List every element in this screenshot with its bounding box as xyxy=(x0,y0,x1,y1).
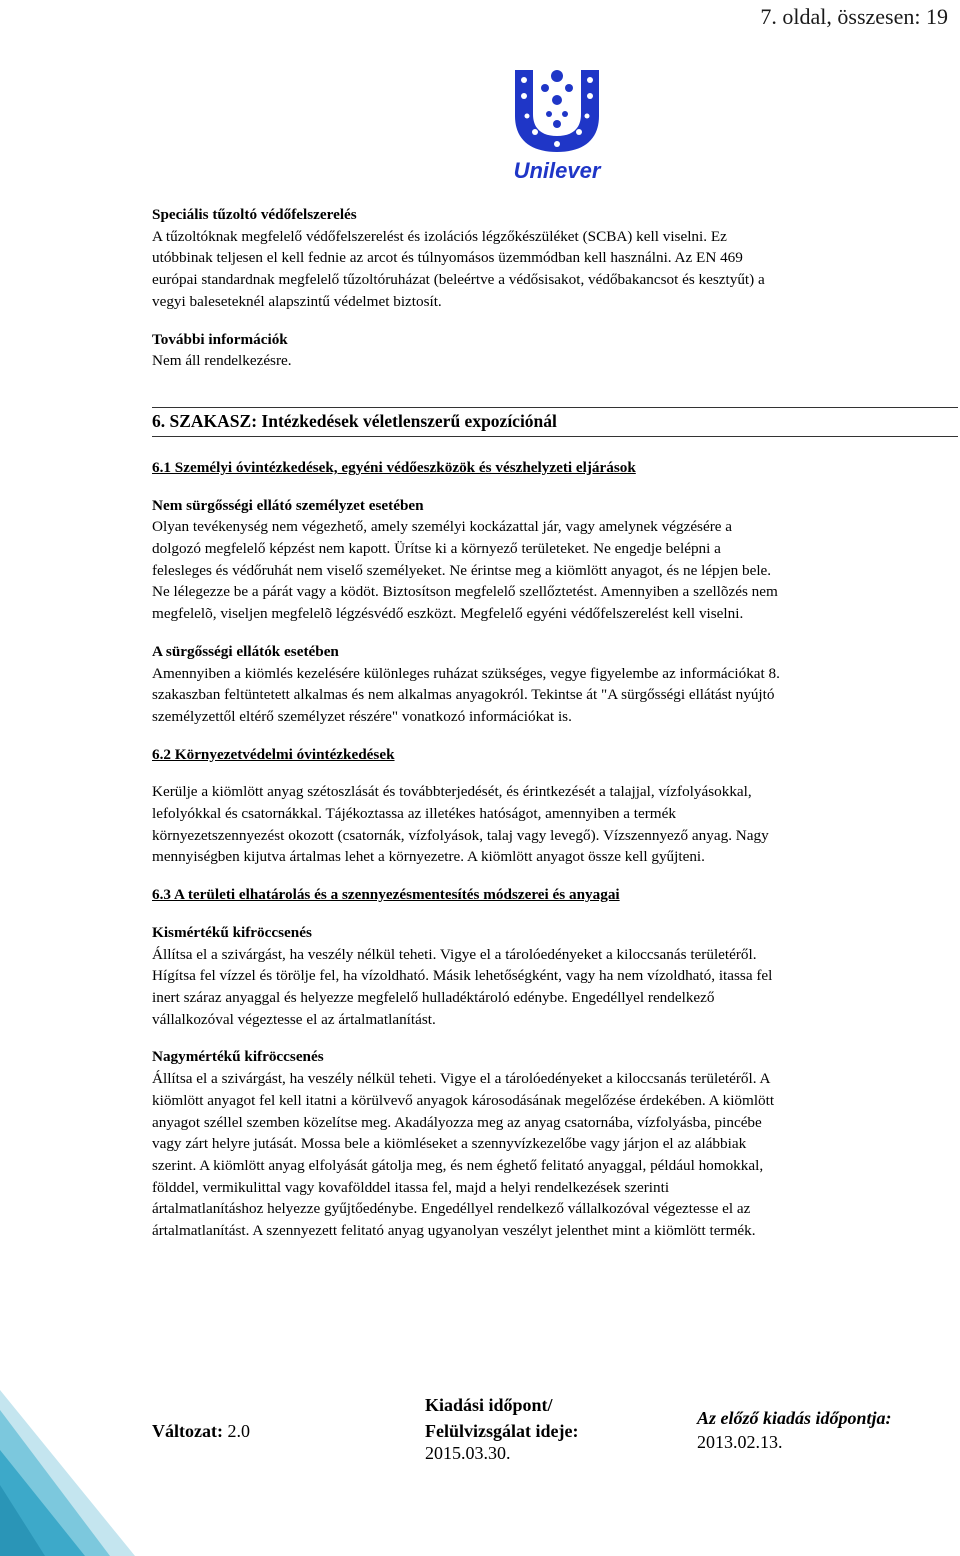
emergency-line: személyzettől eltérő személyzet részére" vonatkozó információkat is. xyxy=(152,707,572,725)
non-emergency-line: Olyan tevékenység nem végezhető, amely személyi kockázattal jár, vagy amelynek végzésére a xyxy=(152,518,733,536)
environment-line: környezetszennyezést okozott (csatornák, vízfolyások, talaj vagy levegő). Vízszennyező anyag. Nagy xyxy=(152,826,769,844)
version xyxy=(152,1421,250,1441)
subsection-6-1-title: 6.1 Személyi óvintézkedések, egyéni védőeszközök és vészhelyzeti eljárások xyxy=(152,458,636,476)
large-spill-line: vagy zárt helyre jutását. Mossa bele a kiömléseket a szennyvízkezelőbe vagy járjon el az alábbiak xyxy=(152,1135,747,1153)
document-body xyxy=(152,204,958,1242)
emergency-line: szakaszban feltüntetett alkalmas és nem alkalmas anyagokról. Tekintse át "A sürgősségi ellátást nyújtó xyxy=(152,686,775,704)
non-emergency-line: Ne lélegezze be a párát vagy a ködöt. Biztosítson megfelelő szellőztetést. Amennyiben a szellõzés nem xyxy=(152,583,778,601)
page-number: 7. oldal, összesen: 19 xyxy=(760,4,948,29)
non-emergency-line: dolgozó megfelelő képzést nem kapott. Ürítse ki a környező területeket. Ne engedje belépni a xyxy=(152,540,721,558)
speciality-title: Speciális tűzoltó védőfelszerelés xyxy=(152,206,357,223)
small-spill-line: Hígítsa fel vízzel és törölje fel, ha vízoldható. Másik lehetőségként, vagy ha nem vízoldható, itassa fel xyxy=(152,967,773,985)
issue-label-1: Kiadási időpont/ xyxy=(425,1395,553,1415)
subsection-6-2-title: 6.2 Környezetvédelmi óvintézkedések xyxy=(152,745,395,763)
environment-line: Kerülje a kiömlött anyag szétoszlását és továbbterjedését, és érintkezését a talajjal, vízfolyásokkal, xyxy=(152,783,752,801)
issue-label-2: Felülvizsgálat ideje: xyxy=(425,1421,579,1441)
small-spill-line: inert száraz anyaggal és helyezze megfelelő hulladéktároló edénybe. Engedéllyel rendelkező xyxy=(152,988,715,1006)
speciality-line: utóbbinak teljesen el kell fednie az arcot és túlnyomásos üzemmódban kell használni. Az EN 469 xyxy=(152,249,743,267)
large-spill-line: Állítsa el a szivárgást, ha veszély nélkül teheti. Vigye el a tárolóedényeket a kiloccsanás területéről. A xyxy=(152,1070,771,1088)
large-spill-line: anyagot széllel szemben közelítse meg. Akadályozza meg az anyag csatornába, vízfolyásba, pincébe xyxy=(152,1113,762,1131)
non-emergency-title: Nem sürgősségi ellátó személyzet esetében xyxy=(152,496,424,514)
footer xyxy=(0,1390,960,1556)
issue-date xyxy=(425,1395,578,1463)
speciality-line: vegyi baleseteknél alapszintű védelmet biztosít. xyxy=(152,292,442,310)
version-value: 2.0 xyxy=(227,1421,250,1441)
emergency-line: Amennyiben a kiömlés kezelésére különleges ruházat szükséges, vegye figyelembe az információkat 8. xyxy=(152,664,780,682)
subsection-6-3-title: 6.3 A területi elhatárolás és a szennyezésmentesítés módszerei és anyagai xyxy=(152,886,620,904)
logo-wordmark: Unilever xyxy=(513,158,601,182)
version-label: Változat: xyxy=(152,1421,223,1441)
small-spill-line: vállalkozóval végeztesse el az ártalmatlanítást. xyxy=(152,1010,436,1028)
further-info-title: További információk xyxy=(152,330,288,348)
non-emergency-line: felesleges és védőruhát nem viselő személyeket. Ne érintse meg a kiömlött anyagot, és ne lépjen bele. xyxy=(152,561,772,579)
further-info-text: Nem áll rendelkezésre. xyxy=(152,352,292,370)
non-emergency-line: megfelelõ, viseljen megfelelõ légzésvédő eszközt. Megfelelő egyéni védőfelszerelést kell viselni. xyxy=(152,605,744,623)
large-spill-line: földdel, vermikulittal vagy kovafölddel itassa fel, majd a helyi rendelkezések szerinti xyxy=(152,1178,670,1196)
environment-line: mennyiségben kijutva ártalmas lehet a környezetre. A kiömlött anyagot össze kell gyűjteni. xyxy=(152,848,705,866)
small-spill-line: Állítsa el a szivárgást, ha veszély nélkül teheti. Vigye el a tárolóedényeket a kiloccsanás területéről. xyxy=(152,945,757,963)
emergency-title: A sürgősségi ellátók esetében xyxy=(152,642,339,660)
footer-decoration xyxy=(0,1390,140,1556)
large-spill-line: szerint. A kiömlött anyag elfolyását gátolja meg, és nem éghető felitató anyaggal, például homokkal, xyxy=(152,1156,764,1174)
large-spill-line: ártalmatlanításhoz helyezze gyűjtőedénybe. Engedéllyel rendelkező vállalkozóval végeztesse el az xyxy=(152,1200,751,1218)
large-spill-line: kiömlött anyagot fel kell itatni a körülvevő anyagok károsodásának megelőzése érdekében. A kiömlött xyxy=(152,1091,775,1109)
section-6-title: 6. SZAKASZ: Intézkedések véletlenszerű expozíciónál xyxy=(152,407,958,437)
previous-issue-label: Az előző kiadás időpontja: xyxy=(697,1408,892,1428)
unilever-logo xyxy=(505,66,609,182)
issue-value: 2015.03.30. xyxy=(425,1443,511,1463)
previous-issue xyxy=(697,1408,892,1452)
previous-issue-value: 2013.02.13. xyxy=(697,1432,783,1452)
environment-line: lefolyókkal és csatornákkal. Tájékoztassa az illetékes hatóságot, amennyiben a termék xyxy=(152,805,676,823)
large-spill-title: Nagymértékű kifröccsenés xyxy=(152,1048,324,1066)
speciality-line: A tűzoltóknak megfelelő védőfelszerelést és izolációs légzőkészüléket (SCBA) kell viselni. Ez xyxy=(152,227,727,245)
large-spill-line: ártalmatlanítást. A szennyezett felitató anyag ugyanolyan veszélyt jelenthet mint a kiömlött termék. xyxy=(152,1222,756,1240)
speciality-line: európai standardnak megfelelő tűzoltóruházat (beleértve a védősisakot, védőbakancsot és kesztyűt) a xyxy=(152,271,765,289)
small-spill-title: Kismértékű kifröccsenés xyxy=(152,923,312,941)
